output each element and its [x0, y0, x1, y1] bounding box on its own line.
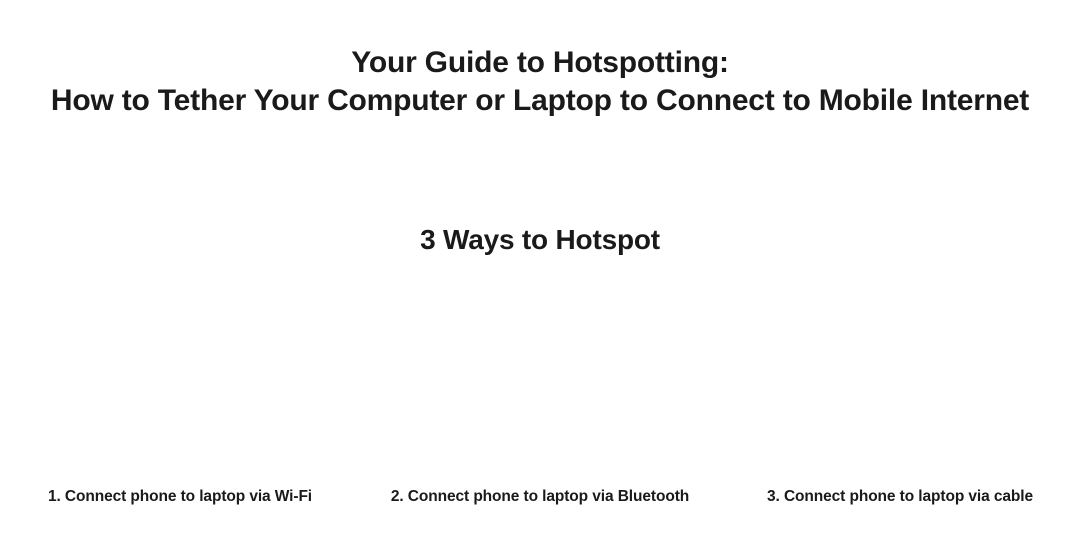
caption-column-2 [360, 488, 720, 506]
caption-item: 3. Connect phone to laptop via cable [767, 488, 1033, 505]
section-heading: 3 Ways to Hotspot [420, 224, 660, 255]
caption-row [0, 488, 1080, 506]
title-line-secondary: How to Tether Your Computer or Laptop to Connect to Mobile Internet [50, 84, 1030, 117]
caption-item: 1. Connect phone to laptop via Wi-Fi [47, 488, 313, 505]
title-line-primary: Your Guide to Hotspotting: [351, 46, 729, 79]
caption-item: 2. Connect phone to laptop via Bluetooth [390, 488, 690, 505]
caption-column-1 [0, 488, 360, 506]
caption-column-3 [720, 488, 1080, 506]
page-title [0, 44, 1080, 120]
